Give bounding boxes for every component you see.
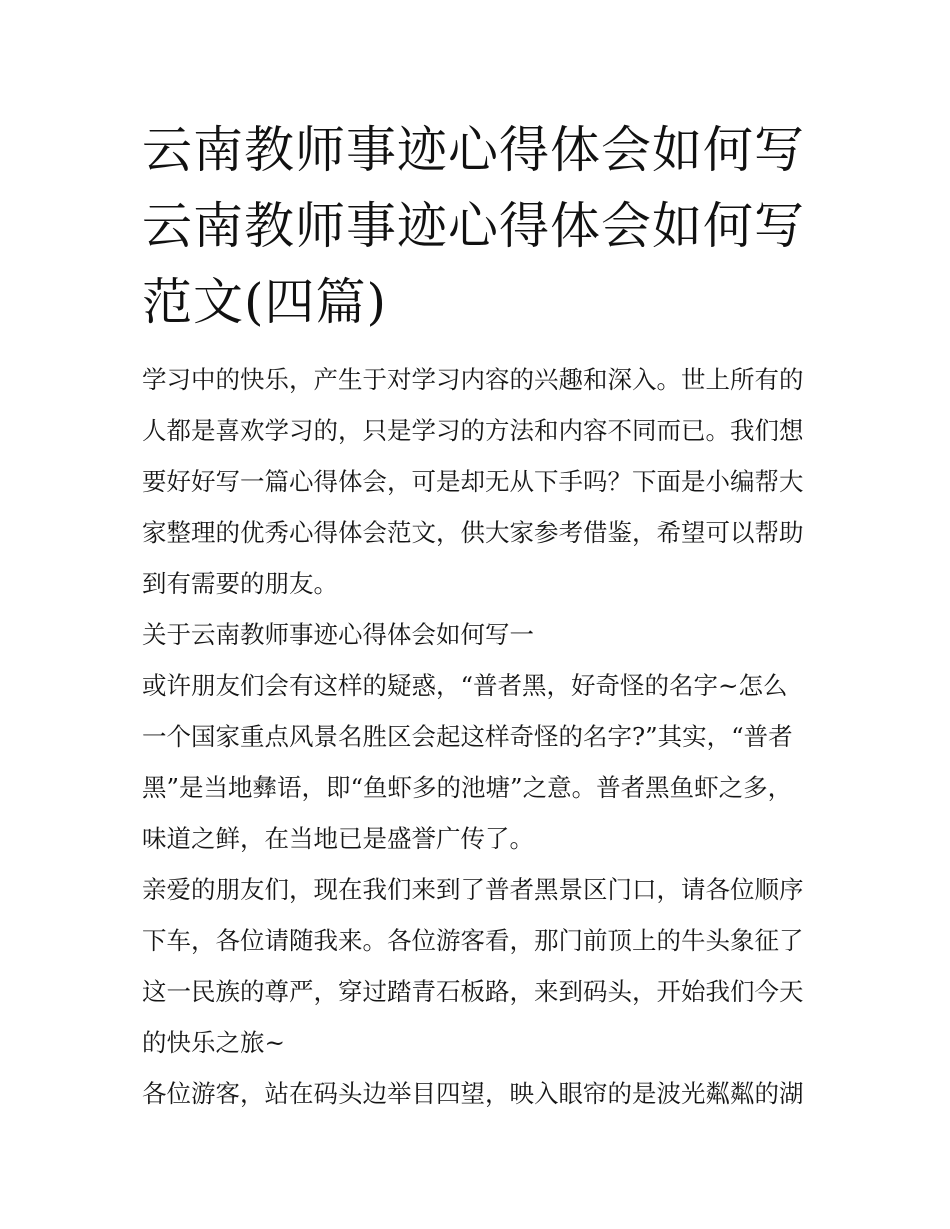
document-body xyxy=(142,354,814,1119)
text-line: 一个国家重点风景名胜区会起这样奇怪的名字?”其实，“普者 xyxy=(142,722,793,751)
text-line: 亲爱的朋友们，现在我们来到了普者黑景区门口，请各位顺序 xyxy=(142,875,804,904)
text-line: 到有需要的朋友。 xyxy=(142,569,338,598)
paragraph-welcome xyxy=(142,864,814,1068)
document-content xyxy=(142,112,814,1119)
text-line: 学习中的快乐，产生于对学习内容的兴趣和深入。世上所有的 xyxy=(142,365,804,394)
title-line: 云南教师事迹心得体会如何写 xyxy=(142,197,805,255)
text-line: 人都是喜欢学习的，只是学习的方法和内容不同而已。我们想 xyxy=(142,416,804,445)
text-line: 家整理的优秀心得体会范文，供大家参考借鉴，希望可以帮助 xyxy=(142,518,804,547)
document-title xyxy=(142,112,814,340)
title-line: 范文(四篇) xyxy=(142,273,388,331)
paragraph-pozhehei-name xyxy=(142,660,814,864)
text-line: 要好好写一篇心得体会，可是却无从下手吗？下面是小编帮大 xyxy=(142,467,804,496)
paragraph-dock xyxy=(142,1068,814,1119)
paragraph-intro xyxy=(142,354,814,609)
text-line: 下车，各位请随我来。各位游客看，那门前顶上的牛头象征了 xyxy=(142,926,804,955)
text-line: 或许朋友们会有这样的疑惑，“普者黑，好奇怪的名字~怎么 xyxy=(142,671,788,700)
text-line: 黑”是当地彝语，即“鱼虾多的池塘”之意。普者黑鱼虾之多， xyxy=(142,773,793,802)
title-line: 云南教师事迹心得体会如何写 xyxy=(142,121,805,179)
text-line: 各位游客，站在码头边举目四望，映入眼帘的是波光粼粼的湖 xyxy=(142,1079,804,1108)
text-line: 这一民族的尊严，穿过踏青石板路，来到码头，开始我们今天 xyxy=(142,977,804,1006)
text-line: 关于云南教师事迹心得体会如何写一 xyxy=(142,620,534,649)
section-heading xyxy=(142,609,814,660)
text-line: 味道之鲜，在当地已是盛誉广传了。 xyxy=(142,824,534,853)
text-line: 的快乐之旅~ xyxy=(142,1028,286,1057)
